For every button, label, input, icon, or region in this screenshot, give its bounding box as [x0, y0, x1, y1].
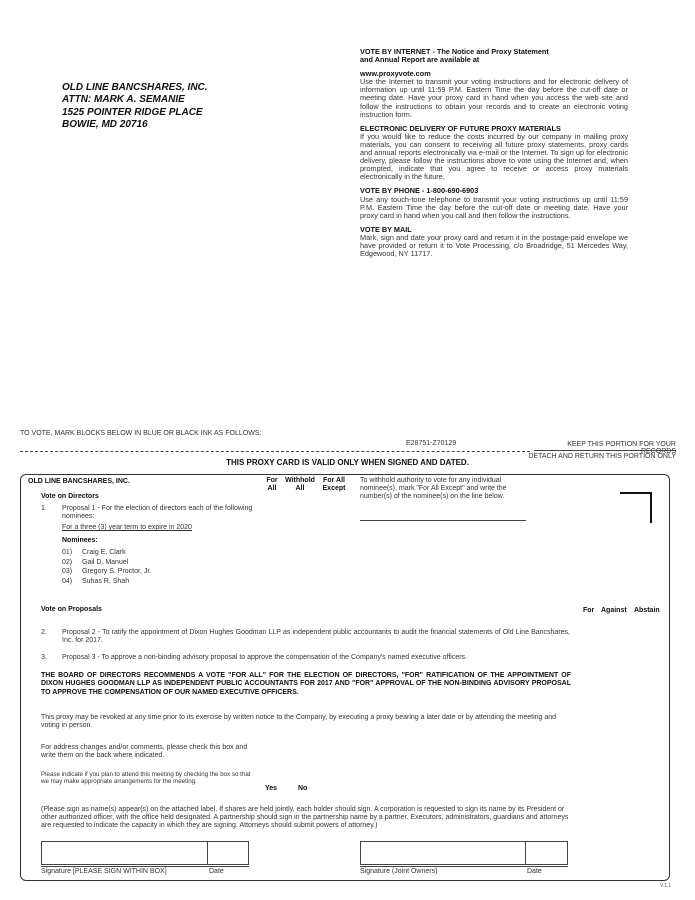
phone-heading: VOTE BY PHONE - 1-800-690-6903: [360, 186, 479, 196]
nominee-item: [62, 567, 151, 577]
withhold-nominee-line[interactable]: [360, 520, 526, 521]
valid-notice: THIS PROXY CARD IS VALID ONLY WHEN SIGNED AND DATED.: [226, 458, 469, 467]
control-code: E28751-Z70129: [406, 440, 457, 447]
mark-instruction: TO VOTE, MARK BLOCKS BELOW IN BLUE OR BLACK INK AS FOLLOWS:: [20, 430, 262, 437]
keep-portion-rule: [534, 450, 676, 451]
proposal3-text: Proposal 3 - To approve a non-binding advisory proposal to approve the compensation of the Company's named executive officers.: [62, 654, 467, 661]
address-line-attn: ATTN: MARK A. SEMANIE: [62, 94, 185, 106]
joint-signature-box[interactable]: [360, 841, 526, 865]
joint-signature-underline: [360, 866, 568, 867]
term-text: For a three (3) year term to expire in 2020: [62, 524, 192, 531]
address-change-text: For address changes and/or comments, please check this box and write them on the back where indicated.: [41, 744, 248, 759]
mail-heading: VOTE BY MAIL: [360, 224, 412, 234]
joint-signature-label: Signature (Joint Owners): [360, 868, 438, 875]
internet-heading-1: VOTE BY INTERNET - The Notice and Proxy Statement: [360, 47, 549, 56]
electronic-delivery-heading: ELECTRONIC DELIVERY OF FUTURE PROXY MATERIALS: [360, 123, 561, 133]
signature-box[interactable]: [41, 841, 208, 865]
proposal1-text: Proposal 1 - For the election of directors each of the following nominees:: [62, 505, 253, 520]
nominee-list: [62, 548, 151, 586]
attend-yes-label: Yes: [265, 785, 278, 792]
nominee-name: Gail D. Manuel: [82, 558, 129, 566]
vote-on-directors-heading: Vote on Directors: [41, 493, 99, 500]
attend-meeting-text: Please indicate if you plan to attend this meeting by checking the box so that we may make appropriate arrangements for the meeting.: [41, 771, 251, 786]
nominee-number: 04): [62, 577, 73, 585]
col-for-all-line2: All: [267, 485, 277, 492]
crop-mark: [620, 492, 652, 523]
nominee-name: Gregory S. Proctor, Jr.: [82, 568, 152, 576]
revocation-text: This proxy may be revoked at any time prior to its exercise by written notice to the Company, by executing a proxy bearing a later date or by attending the meeting and voting in person.: [41, 714, 557, 729]
proposal2-text: Proposal 2 - To ratify the appointment of Dixon Hughes Goodman LLP as independent public accountants to audit the financial statements of Old Line Bancshares, Inc. for 2017.: [62, 629, 570, 644]
signing-instructions: (Please sign as name(s) appear(s) on the attached label. If shares are held jointly, each holder should sign. A corporation is requested to sign its name by its President or other authorized officer, with the office held designated. A partnership should sign in the partnership name by a partner. Executors, administrators, guardians and attorneys are requested to indicate the capacity in which they are signing. Attorneys should submit powers of attorney.): [41, 806, 569, 829]
col-for: For: [583, 607, 595, 614]
electronic-delivery-text: If you would like to reduce the costs incurred by our company in mailing proxy materials, you can consent to receiving all future proxy statements, proxy cards and annual reports electronically via e-mail or the Internet. To sign up for electronic delivery, please follow the instructions above to vote using the Internet and, when prompted, indicate that you agree to receive or access proxy materials electronically in the future.: [360, 131, 628, 182]
board-recommendation: THE BOARD OF DIRECTORS RECOMMENDS A VOTE "FOR ALL" FOR THE ELECTION OF DIRECTORS, "FOR" RATIFICATION OF THE APPOINTMENT OF DIXON HUGHES GOODMAN LLP AS INDEPENDENT PUBLIC ACCOUNTANTS FOR 2017 AND "FOR" APPROVAL OF THE NON-BINDING ADVISORY PROPOSAL TO APPROVE THE COMPENSATION OF OUR NAMED EXECUTIVE OFFICERS.: [41, 672, 571, 696]
detach-line: [20, 451, 530, 452]
proposal2-number: 2.: [41, 629, 47, 636]
keep-portion-label: KEEP THIS PORTION FOR YOUR RECORDS: [567, 441, 676, 455]
address-line-city: BOWIE, MD 20716: [62, 119, 148, 131]
col-abstain: Abstain: [634, 607, 660, 614]
signature-underline: [41, 866, 249, 867]
col-withhold-all-line2: All: [295, 485, 305, 492]
detach-portion-label: DETACH AND RETURN THIS PORTION ONLY: [528, 453, 676, 460]
withhold-instruction: To withhold authority to vote for any individual nominee(s), mark "For All Except" and write the number(s) of the nominee(s) on the line below.: [360, 477, 507, 500]
nominee-name: Suhas R. Shah: [82, 577, 130, 585]
nominee-number: 02): [62, 558, 73, 566]
proposal3-number: 3.: [41, 654, 47, 661]
address-line-street: 1525 POINTER RIDGE PLACE: [62, 106, 203, 118]
address-line-company: OLD LINE BANCSHARES, INC.: [62, 82, 208, 93]
card-company-name: OLD LINE BANCSHARES, INC.: [28, 478, 130, 485]
internet-heading-2: and Annual Report are available at: [360, 55, 480, 65]
joint-signature-date-label: Date: [527, 868, 542, 875]
mailing-address: [62, 82, 208, 132]
signature-date-label: Date: [209, 868, 224, 875]
nominee-item: [62, 577, 151, 587]
proposal1-number: 1.: [41, 505, 47, 512]
joint-signature-date-box[interactable]: [525, 841, 568, 865]
nominee-number: 03): [62, 568, 73, 576]
col-withhold-all-line1: Withhold: [285, 477, 315, 484]
nominee-name: Craig E. Clark: [82, 549, 126, 556]
attend-no-label: No: [298, 785, 308, 792]
version-label: V.1.1: [660, 883, 672, 889]
col-for-all: [264, 477, 280, 493]
internet-url[interactable]: www.proxyvote.com: [360, 69, 431, 79]
col-against: Against: [601, 607, 627, 614]
signature-date-box[interactable]: [207, 841, 249, 865]
nominee-item: [62, 548, 151, 558]
col-for-all-except: [320, 477, 348, 493]
nominees-heading: Nominees:: [62, 537, 98, 544]
voting-instructions: [360, 48, 628, 264]
col-withhold-all: [283, 477, 317, 493]
internet-text: Use the Internet to transmit your voting instructions and for electronic delivery of information up until 11:59 P.M. Eastern Time the day before the cut-off date or meeting date. Have your proxy card in hand when you access the web site and follow the instructions to obtain your records and to create an electronic voting instruction form.: [360, 77, 628, 119]
col-for-all-except-line2: Except: [322, 485, 346, 492]
nominee-item: [62, 558, 151, 568]
signature-label: Signature [PLEASE SIGN WITHIN BOX]: [41, 868, 167, 875]
col-for-all-except-line1: For All: [323, 477, 345, 484]
phone-text: Use any touch-tone telephone to transmit your voting instructions up until 11:59 P.M. Eastern Time the day before the cut-off date or meeting date. Have your proxy card in hand when you call and then follow the instructions.: [360, 194, 628, 220]
vote-on-proposals-heading: Vote on Proposals: [41, 606, 102, 613]
mail-text: Mark, sign and date your proxy card and return it in the postage-paid envelope we have provided or return it to Vote Processing, c/o Broadridge, 51 Mercedes Way, Edgewood, NY 11717.: [360, 232, 628, 259]
col-for-all-line1: For: [266, 477, 278, 484]
nominee-number: 01): [62, 549, 73, 556]
